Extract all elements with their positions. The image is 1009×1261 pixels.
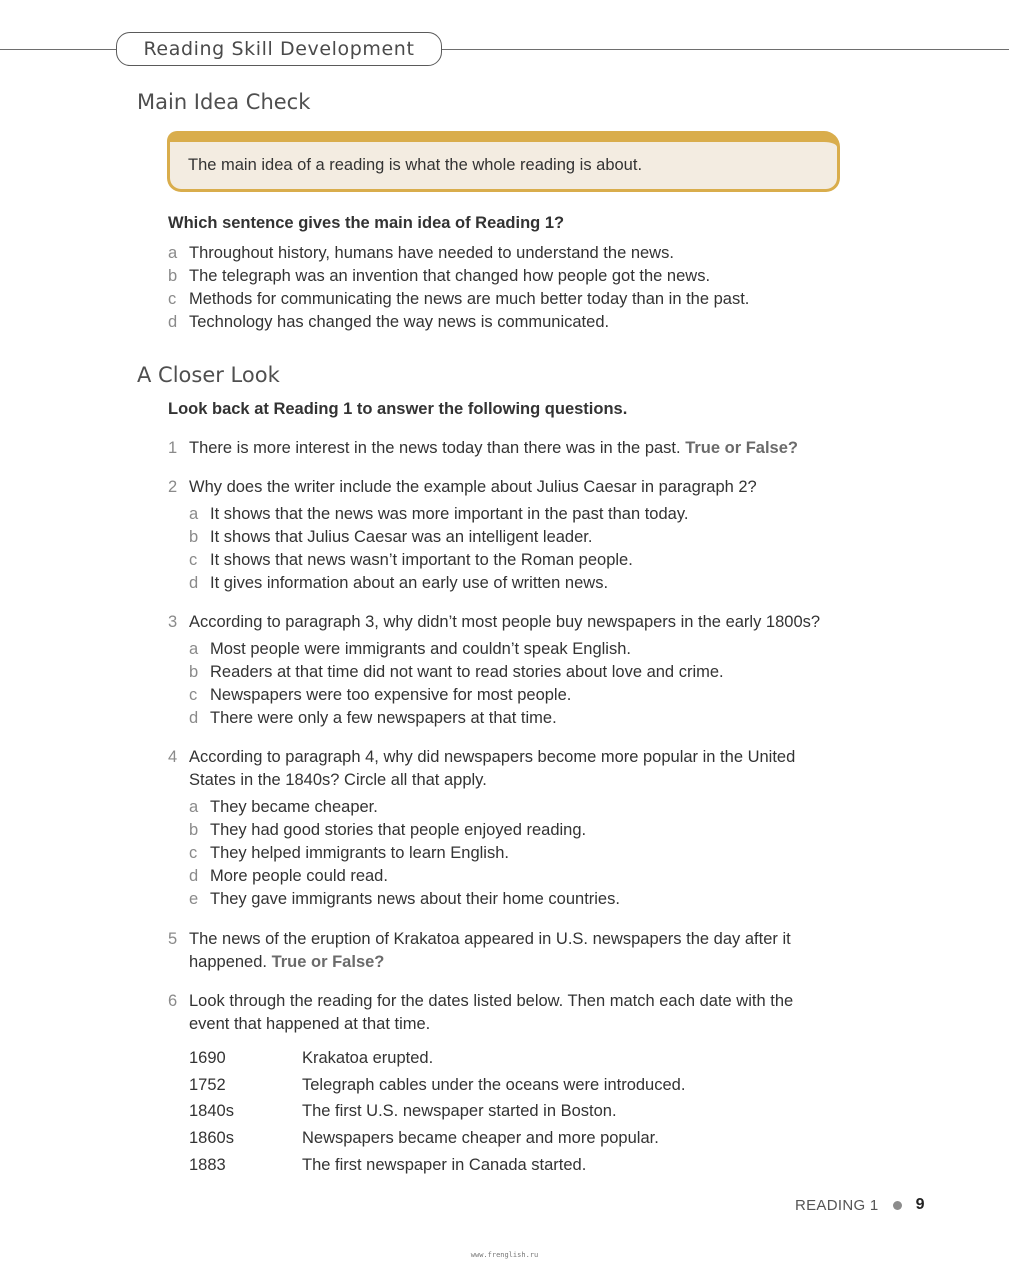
q2-option-a[interactable] bbox=[189, 505, 688, 524]
q4-option-b[interactable] bbox=[189, 821, 586, 840]
option-letter: a bbox=[189, 640, 199, 658]
option-letter: a bbox=[168, 244, 178, 262]
option-text: It shows that the news was more important in the past than today. bbox=[210, 505, 689, 523]
question-6 bbox=[168, 992, 793, 1011]
page-footer bbox=[795, 1196, 925, 1214]
question-text: According to paragraph 3, why didn’t most people buy newspapers in the early 1800s? bbox=[189, 613, 821, 631]
option-letter: c bbox=[189, 844, 198, 862]
question-number: 4 bbox=[168, 748, 178, 766]
q2-option-c[interactable] bbox=[189, 551, 633, 570]
option-letter: d bbox=[168, 313, 178, 331]
main-idea-option-b[interactable] bbox=[168, 267, 710, 286]
question-6-continued: event that happened at that time. bbox=[189, 1015, 431, 1033]
closer-look-heading: A Closer Look bbox=[137, 363, 280, 387]
option-text: More people could read. bbox=[210, 867, 388, 885]
question-4 bbox=[168, 748, 795, 767]
question-number: 5 bbox=[168, 930, 178, 948]
closer-look-instruction: Look back at Reading 1 to answer the following questions. bbox=[168, 400, 628, 418]
question-number: 6 bbox=[168, 992, 178, 1010]
match-event: Telegraph cables under the oceans were introduced. bbox=[302, 1076, 686, 1094]
q4-option-a[interactable] bbox=[189, 798, 378, 817]
question-5-continued bbox=[168, 953, 384, 972]
option-text: Methods for communicating the news are much better today than in the past. bbox=[189, 290, 750, 308]
header-rule-left bbox=[0, 49, 118, 50]
q4-option-d[interactable] bbox=[189, 867, 388, 886]
question-5 bbox=[168, 930, 791, 949]
option-text: It shows that Julius Caesar was an intelligent leader. bbox=[210, 528, 593, 546]
question-2 bbox=[168, 478, 757, 497]
footer-label: READING 1 bbox=[795, 1196, 879, 1214]
section-title-pill bbox=[116, 32, 442, 66]
option-letter: b bbox=[189, 821, 199, 839]
question-4-continued: States in the 1840s? Circle all that apply. bbox=[189, 771, 487, 789]
main-idea-tip-box bbox=[167, 131, 840, 192]
question-text-line1: Look through the reading for the dates listed below. Then match each date with the bbox=[189, 992, 794, 1010]
main-idea-heading: Main Idea Check bbox=[137, 90, 311, 114]
question-number: 3 bbox=[168, 613, 178, 631]
main-idea-option-c[interactable] bbox=[168, 290, 749, 309]
option-text: There were only a few newspapers at that time. bbox=[210, 709, 557, 727]
question-number: 2 bbox=[168, 478, 178, 496]
page-number: 9 bbox=[915, 1196, 925, 1213]
main-idea-option-a[interactable] bbox=[168, 244, 674, 263]
option-letter: a bbox=[189, 798, 199, 816]
main-idea-option-d[interactable] bbox=[168, 313, 609, 332]
q2-option-b[interactable] bbox=[189, 528, 592, 547]
match-event: The first U.S. newspaper started in Boston. bbox=[302, 1102, 617, 1120]
true-or-false-label: True or False? bbox=[271, 953, 385, 971]
option-text: Newspapers were too expensive for most people. bbox=[210, 686, 572, 704]
option-letter: c bbox=[189, 686, 198, 704]
option-text: It shows that news wasn’t important to the Roman people. bbox=[210, 551, 633, 569]
main-idea-prompt: Which sentence gives the main idea of Reading 1? bbox=[168, 214, 565, 232]
bullet-dot-icon bbox=[893, 1201, 902, 1210]
match-event: The first newspaper in Canada started. bbox=[302, 1156, 587, 1174]
option-text: They helped immigrants to learn English. bbox=[210, 844, 509, 862]
option-text: Most people were immigrants and couldn’t speak English. bbox=[210, 640, 631, 658]
q3-option-d[interactable] bbox=[189, 709, 557, 728]
question-text-line2: happened. bbox=[189, 953, 267, 971]
question-1 bbox=[168, 439, 798, 458]
match-event: Krakatoa erupted. bbox=[302, 1049, 434, 1067]
option-letter: a bbox=[189, 505, 199, 523]
question-text-line1: The news of the eruption of Krakatoa appeared in U.S. newspapers the day after it bbox=[189, 930, 791, 948]
tip-text: The main idea of a reading is what the whole reading is about. bbox=[188, 156, 643, 174]
match-date: 1690 bbox=[189, 1049, 226, 1067]
header-rule-right bbox=[442, 49, 1009, 50]
option-text: Technology has changed the way news is communicated. bbox=[189, 313, 610, 331]
option-text: The telegraph was an invention that changed how people got the news. bbox=[189, 267, 711, 285]
option-text: It gives information about an early use of written news. bbox=[210, 574, 609, 592]
option-letter: e bbox=[189, 890, 199, 908]
question-3 bbox=[168, 613, 820, 632]
match-date: 1840s bbox=[189, 1102, 234, 1120]
option-letter: c bbox=[189, 551, 198, 569]
q3-option-c[interactable] bbox=[189, 686, 571, 705]
q4-option-e[interactable] bbox=[189, 890, 620, 909]
option-letter: b bbox=[168, 267, 178, 285]
option-letter: c bbox=[168, 290, 177, 308]
q2-option-d[interactable] bbox=[189, 574, 608, 593]
match-event: Newspapers became cheaper and more popular. bbox=[302, 1129, 659, 1147]
section-title: Reading Skill Development bbox=[143, 38, 415, 60]
question-text: There is more interest in the news today than there was in the past. bbox=[189, 439, 681, 457]
question-number: 1 bbox=[168, 439, 178, 457]
option-text: They gave immigrants news about their home countries. bbox=[210, 890, 620, 908]
option-text: They had good stories that people enjoyed reading. bbox=[210, 821, 587, 839]
option-letter: d bbox=[189, 709, 199, 727]
match-date: 1860s bbox=[189, 1129, 234, 1147]
q4-option-c[interactable] bbox=[189, 844, 509, 863]
match-date: 1752 bbox=[189, 1076, 226, 1094]
question-text: Why does the writer include the example about Julius Caesar in paragraph 2? bbox=[189, 478, 757, 496]
true-or-false-label: True or False? bbox=[685, 439, 798, 457]
match-date: 1883 bbox=[189, 1156, 226, 1174]
q3-option-b[interactable] bbox=[189, 663, 724, 682]
option-text: They became cheaper. bbox=[210, 798, 378, 816]
option-text: Readers at that time did not want to read stories about love and crime. bbox=[210, 663, 724, 681]
option-letter: d bbox=[189, 867, 199, 885]
option-text: Throughout history, humans have needed to understand the news. bbox=[189, 244, 674, 262]
option-letter: b bbox=[189, 528, 199, 546]
watermark: www.frenglish.ru bbox=[470, 1251, 539, 1259]
option-letter: b bbox=[189, 663, 199, 681]
option-letter: d bbox=[189, 574, 199, 592]
q3-option-a[interactable] bbox=[189, 640, 631, 659]
question-text-line1: According to paragraph 4, why did newspapers become more popular in the United bbox=[189, 748, 796, 766]
